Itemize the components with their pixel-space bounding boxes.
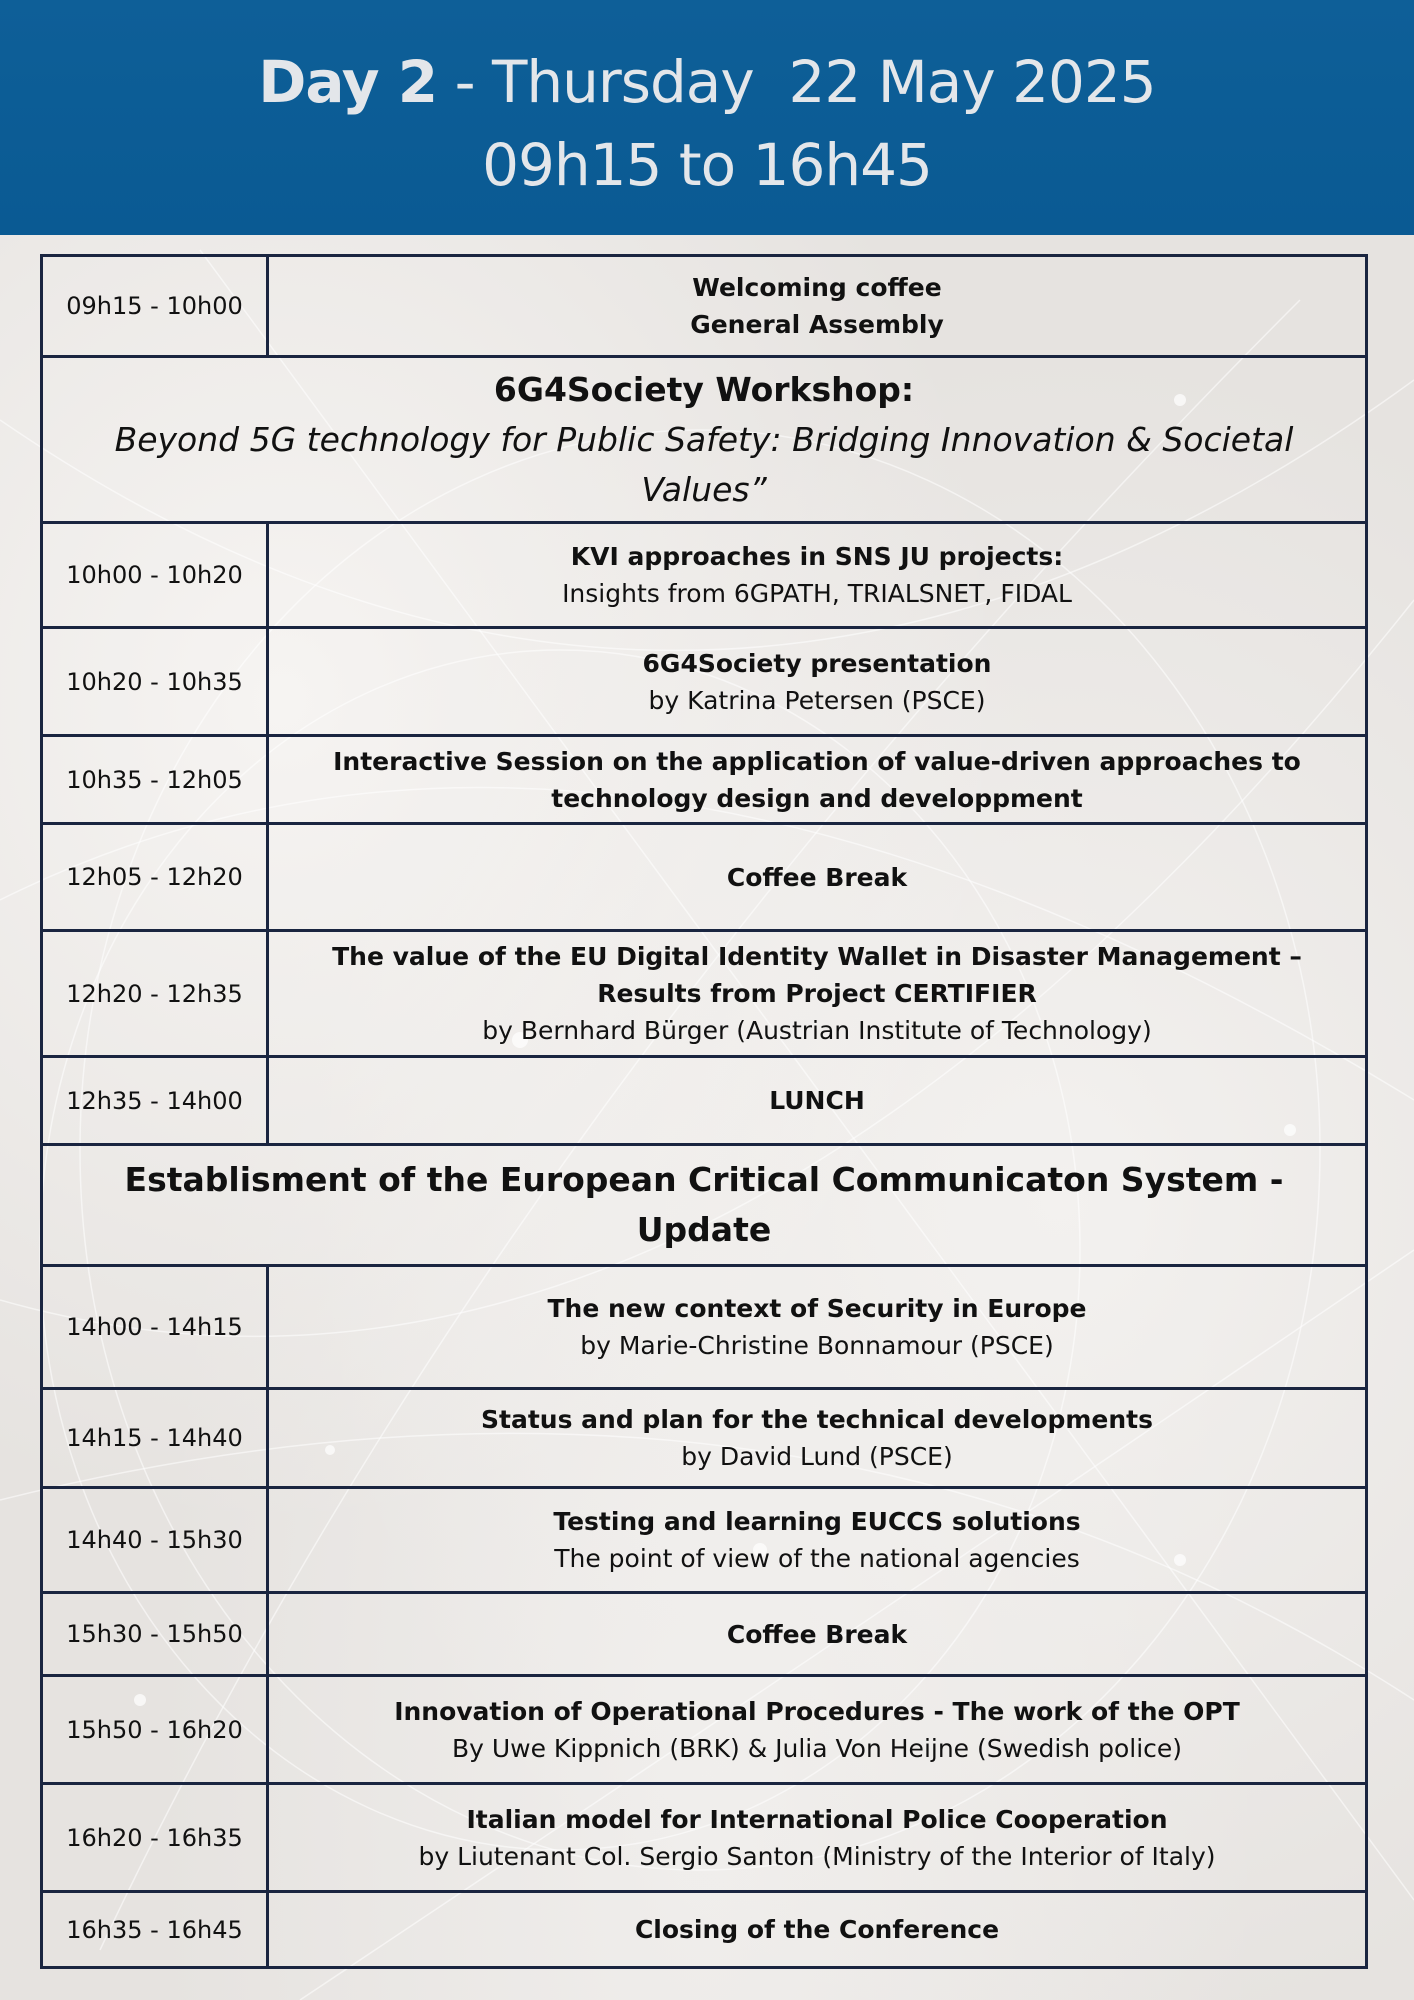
session-title: General Assembly (690, 310, 944, 339)
session-subtitle: by Katrina Petersen (PSCE) (648, 685, 986, 715)
session-title: Coffee Break (726, 1619, 908, 1649)
session-subtitle: The point of view of the national agencies (554, 1544, 1080, 1573)
session-cell (268, 256, 1367, 357)
session-subtitle: by Liutenant Col. Sergio Santon (Ministry of the Interior of Italy) (418, 1841, 1216, 1871)
time-cell: 12h20 - 12h35 (42, 931, 268, 1057)
section-subtitle: Beyond 5G technology for Public Safety: Bridging Innovation & Societal Values” (114, 419, 1294, 509)
session-title: Status and plan for the technical developments (481, 1405, 1153, 1434)
session-cell (268, 1266, 1367, 1389)
session-title: KVI approaches in SNS JU projects: (570, 542, 1064, 571)
session-title: Italian model for International Police Cooperation (466, 1804, 1168, 1834)
time-cell: 14h15 - 14h40 (42, 1389, 268, 1488)
header-date: - Thursday 22 May 2025 (437, 48, 1156, 116)
header-day-date (0, 42, 1414, 122)
time-cell: 12h05 - 12h20 (42, 824, 268, 931)
agenda-row (42, 1488, 1367, 1593)
session-title: Welcoming coffee (692, 273, 942, 302)
session-cell (268, 1892, 1367, 1968)
session-cell (268, 1784, 1367, 1892)
session-title: Interactive Session on the application of value-driven approaches to technology design and developpment (333, 746, 1301, 813)
agenda-row (42, 931, 1367, 1057)
session-title: 6G4Society presentation (642, 648, 992, 678)
agenda-row (42, 1057, 1367, 1145)
section-header (42, 1145, 1367, 1266)
session-cell (268, 736, 1367, 824)
time-cell: 16h35 - 16h45 (42, 1892, 268, 1968)
session-subtitle: Insights from 6GPATH, TRIALSNET, FIDAL (562, 579, 1072, 608)
agenda-row (42, 736, 1367, 824)
session-title: The value of the EU Digital Identity Wallet in Disaster Management – Results from Project CERTIFIER (332, 942, 1302, 1008)
agenda-table (40, 254, 1368, 1969)
session-cell (268, 628, 1367, 736)
agenda-row (42, 1266, 1367, 1389)
session-cell (268, 523, 1367, 628)
time-cell: 09h15 - 10h00 (42, 256, 268, 357)
time-cell: 15h50 - 16h20 (42, 1676, 268, 1784)
session-subtitle: by Marie-Christine Bonnamour (PSCE) (580, 1331, 1054, 1360)
agenda-row (42, 256, 1367, 357)
section-row (42, 1145, 1367, 1266)
session-cell (268, 931, 1367, 1057)
session-cell (268, 1593, 1367, 1676)
time-cell: 10h35 - 12h05 (42, 736, 268, 824)
agenda-row (42, 1892, 1367, 1968)
session-cell (268, 1676, 1367, 1784)
session-title: Closing of the Conference (634, 1915, 1000, 1944)
session-cell (268, 824, 1367, 931)
section-title: Establisment of the European Critical Communicaton System - Update (124, 1160, 1284, 1249)
page-header (0, 0, 1414, 235)
session-title: LUNCH (769, 1086, 865, 1115)
session-subtitle: by David Lund (PSCE) (681, 1442, 953, 1471)
agenda-row (42, 1389, 1367, 1488)
section-row (42, 357, 1367, 523)
agenda-row (42, 1676, 1367, 1784)
agenda-row (42, 824, 1367, 931)
header-hours: 09h15 to 16h45 (482, 131, 932, 199)
agenda-row (42, 628, 1367, 736)
time-cell: 14h40 - 15h30 (42, 1488, 268, 1593)
agenda-row (42, 1593, 1367, 1676)
time-cell: 14h00 - 14h15 (42, 1266, 268, 1389)
session-cell (268, 1389, 1367, 1488)
agenda-row (42, 1784, 1367, 1892)
section-title: 6G4Society Workshop: (493, 369, 915, 409)
session-title: Coffee Break (726, 862, 908, 892)
session-subtitle: By Uwe Kippnich (BRK) & Julia Von Heijne (Swedish police) (451, 1733, 1183, 1763)
time-cell: 12h35 - 14h00 (42, 1057, 268, 1145)
session-cell (268, 1488, 1367, 1593)
agenda-row (42, 523, 1367, 628)
time-cell: 15h30 - 15h50 (42, 1593, 268, 1676)
session-title: The new context of Security in Europe (547, 1294, 1087, 1323)
time-cell: 10h00 - 10h20 (42, 523, 268, 628)
session-subtitle: by Bernhard Bürger (Austrian Institute of Technology) (482, 1016, 1152, 1045)
session-cell (268, 1057, 1367, 1145)
time-cell: 10h20 - 10h35 (42, 628, 268, 736)
section-header (42, 357, 1367, 523)
time-cell: 16h20 - 16h35 (42, 1784, 268, 1892)
session-title: Testing and learning EUCCS solutions (553, 1507, 1081, 1536)
header-day: Day 2 (258, 48, 438, 116)
session-title: Innovation of Operational Procedures - The work of the OPT (394, 1696, 1240, 1726)
